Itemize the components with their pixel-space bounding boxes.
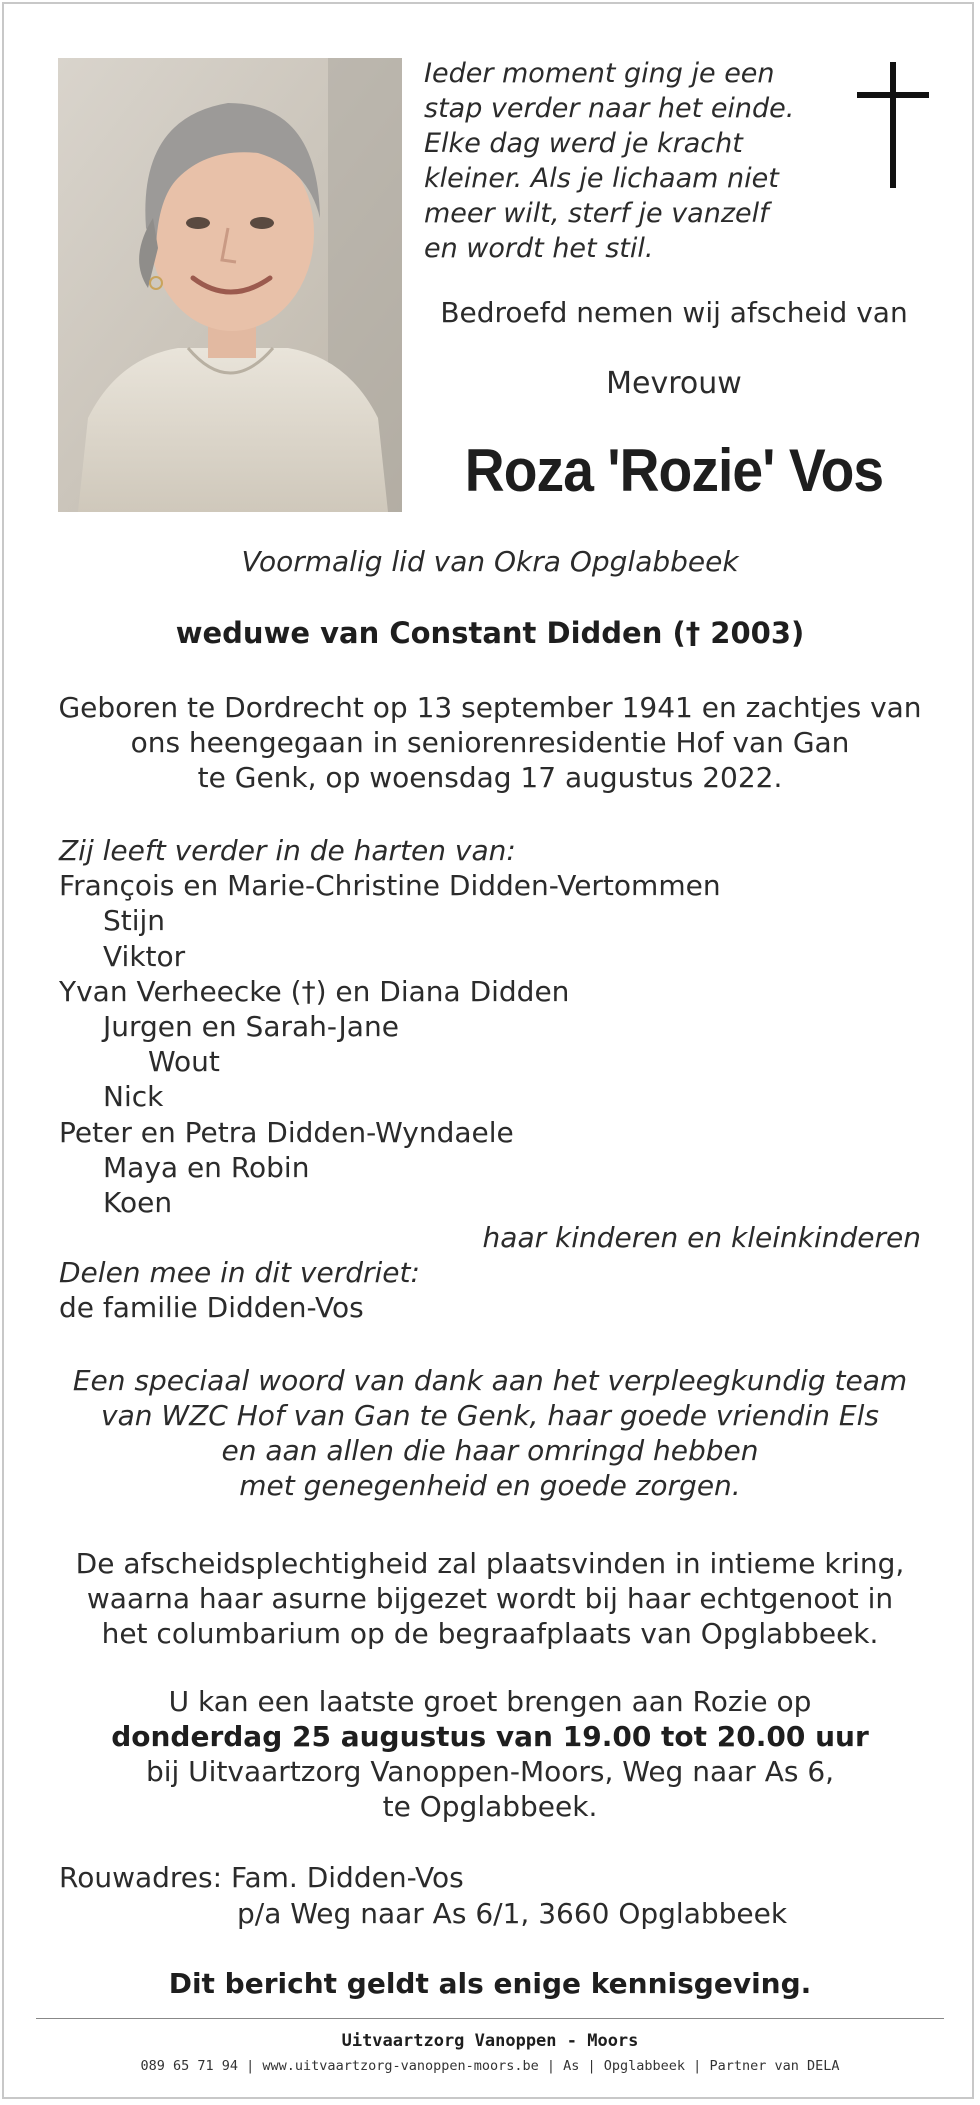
birth-paragraph [0,690,980,795]
funeral-home-info: 089 65 71 94 | www.uitvaartzorg-vanoppen-moors.be | As | Opglabbeek | Partner van DELA [140,2058,840,2074]
portrait-photo [58,58,402,512]
poem-line: en wordt het stil. [424,233,654,264]
poem-line: Ieder moment ging je een [424,58,775,89]
ceremony-line: De afscheidsplechtigheid zal plaatsvinden in intieme kring, [75,1547,905,1580]
family-line: Peter en Petra Didden-Wyndaele [59,1115,514,1149]
ceremony-line: het columbarium op de begraafplaats van Opglabbeek. [101,1617,879,1650]
membership-text: Voormalig lid van Okra Opglabbeek [241,545,739,578]
ceremony-line: waarna haar asurne bijgezet wordt bij haar echtgenoot in [86,1582,894,1615]
poem-line: Elke dag werd je kracht [424,128,743,159]
visit-line: te Opglabbeek. [382,1790,598,1823]
birth-line: Geboren te Dordrecht op 13 september 1941 en zachtjes van [58,691,922,724]
widow-text: weduwe van Constant Didden († 2003) [175,616,805,650]
birth-line: te Genk, op woensdag 17 augustus 2022. [197,761,783,794]
share-line: de familie Didden-Vos [59,1291,364,1325]
intro-text: Bedroefd nemen wij afscheid van [440,296,908,329]
family-list [59,833,929,1326]
notice-text: Dit bericht geldt als enige kennisgeving. [168,1967,812,2000]
thanks-line: en aan allen die haar omringd hebben [221,1434,759,1467]
family-line: Wout [148,1045,220,1079]
family-line: Jurgen en Sarah-Jane [103,1009,399,1043]
visit-line: U kan een laatste groet brengen aan Rozie op [168,1685,812,1718]
poem [424,56,844,266]
visit-paragraph [0,1684,980,1824]
funeral-home-name: Uitvaartzorg Vanoppen - Moors [341,2031,639,2051]
deceased-name: Roza 'Rozie' Vos [464,437,884,504]
family-line: Koen [103,1185,173,1219]
family-line: Yvan Verheecke (†) en Diana Didden [59,974,570,1008]
poem-line: kleiner. Als je lichaam niet [424,163,779,194]
thanks-line: Een speciaal woord van dank aan het verpleegkundig team [72,1364,908,1397]
thanks-line: met genegenheid en goede zorgen. [239,1469,741,1502]
cross-icon [857,62,929,188]
ceremony-paragraph [0,1546,980,1651]
family-line: Nick [103,1080,164,1114]
family-line: François en Marie-Christine Didden-Vertommen [59,869,721,903]
share-heading: Delen mee in dit verdriet: [59,1256,420,1290]
honorific: Mevrouw [606,366,742,401]
mourning-address [59,1860,787,1932]
birth-line: ons heengegaan in seniorenresidentie Hof van Gan [130,726,850,759]
visit-datetime: donderdag 25 augustus van 19.00 tot 20.00 uur [111,1720,869,1753]
address-line: Rouwadres: Fam. Didden-Vos [59,1861,464,1894]
poem-line: meer wilt, sterf je vanzelf [424,198,769,229]
thanks-line: van WZC Hof van Gan te Genk, haar goede vriendin Els [101,1399,879,1432]
family-relation: haar kinderen en kleinkinderen [482,1221,921,1255]
thanks-paragraph [0,1363,980,1503]
footer-divider [36,2018,944,2019]
family-heading: Zij leeft verder in de harten van: [59,834,516,867]
family-line: Viktor [103,939,186,973]
visit-line: bij Uitvaartzorg Vanoppen-Moors, Weg naar As 6, [145,1755,835,1788]
family-line: Maya en Robin [103,1150,310,1184]
poem-line: stap verder naar het einde. [424,93,795,124]
address-line: p/a Weg naar As 6/1, 3660 Opglabbeek [237,1897,788,1930]
family-line: Stijn [103,904,166,938]
